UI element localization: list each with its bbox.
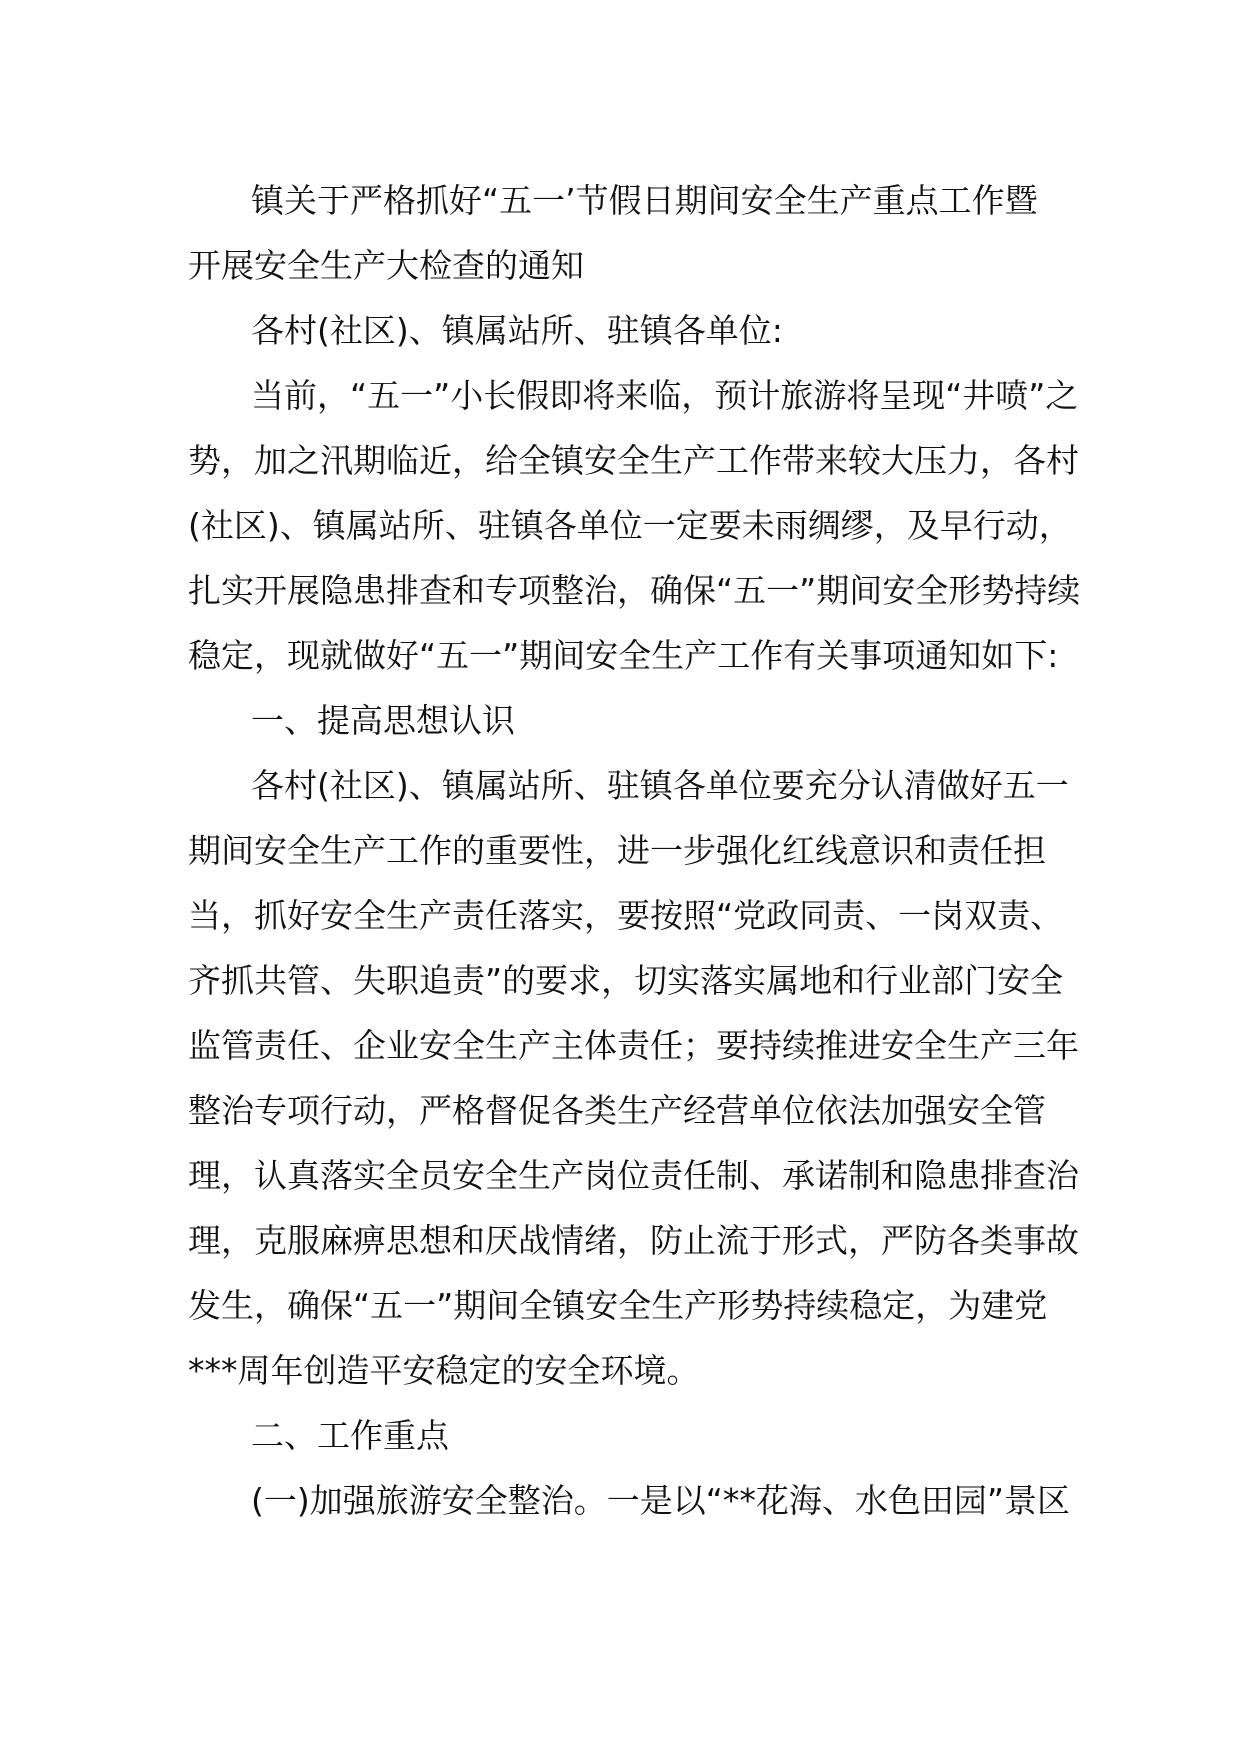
document-title-line-2: 开展安全生产大检查的通知 bbox=[188, 246, 584, 285]
salutation: 各村(社区)、镇属站所、驻镇各单位: bbox=[251, 311, 783, 350]
section-2-item-1: (一)加强旅游安全整治。一是以“**花海、水色田园”景区 bbox=[251, 1481, 1070, 1520]
section-1-paragraph: 各村(社区)、镇属站所、驻镇各单位要充分认清做好五一期间安全生产工作的重要性，进一步强化红线意识和责任担当，抓好安全生产责任落实，要按照“党政同责、一岗双责、齐抓共管、失职追责”的要求，切实落实属地和行业部门安全监管责任、企业安全生产主体责任；要持续推进安全生产三年整治专项行动，严格督促各类生产经营单位依法加强安全管理，认真落实全员安全生产岗位责任制、承诺制和隐患排查治理，克服麻痹思想和厌战情绪，防止流于形式，严防各类事故发生，确保“五一”期间全镇安全生产形势持续稳定，为建党***周年创造平安稳定的安全环境。 bbox=[188, 766, 1079, 1390]
document-page bbox=[188, 168, 1088, 1533]
intro-paragraph: 当前，“五一”小长假即将来临，预计旅游将呈现“井喷”之势，加之汛期临近，给全镇安全生产工作带来较大压力，各村(社区)、镇属站所、驻镇各单位一定要未雨绸缪，及早行动，扎实开展隐患排查和专项整治，确保“五一”期间安全形势持续稳定，现就做好“五一”期间安全生产工作有关事项通知如下: bbox=[188, 376, 1081, 675]
section-1-heading: 一、提高思想认识 bbox=[251, 701, 515, 740]
document-title-line-1: 镇关于严格抓好“五一’节假日期间安全生产重点工作暨 bbox=[251, 181, 1038, 220]
section-2-heading: 二、工作重点 bbox=[251, 1416, 449, 1455]
